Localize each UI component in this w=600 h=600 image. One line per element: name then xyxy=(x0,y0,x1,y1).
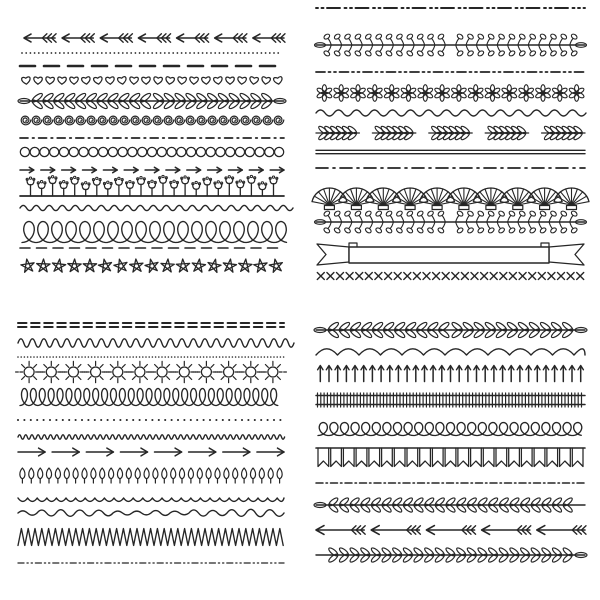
bottom-right-arrows-left-long xyxy=(316,526,586,535)
bottom-left-coil-loops xyxy=(20,389,278,406)
bottom-left-spaced-dot-line xyxy=(17,419,282,421)
bottom-left-arrows-right-long xyxy=(18,448,284,456)
top-right-scallop-shells xyxy=(312,188,589,210)
top-left-ripple-wave xyxy=(20,205,293,210)
top-right-cross-stitch xyxy=(317,273,583,280)
bottom-left-tall-zigzag xyxy=(18,529,283,546)
top-left-hearts-row xyxy=(21,76,282,84)
top-right-berry-vine xyxy=(315,33,587,57)
bottom-left-dense-ripple xyxy=(18,435,285,439)
bottom-right-pennant-banner xyxy=(316,448,585,467)
bottom-right-up-arrow-row xyxy=(318,366,584,382)
top-right-ribbon-banner xyxy=(317,243,584,265)
bottom-right-leaf-chevrons-left xyxy=(316,547,587,564)
top-left-arrows-right-short xyxy=(20,167,284,172)
top-left-arrows-left-fletched xyxy=(24,34,285,42)
top-right-wave-line xyxy=(316,110,586,116)
top-left-star-row xyxy=(20,258,284,273)
quadrant-bottom-left xyxy=(16,323,294,563)
bottom-left-fine-dotted-line xyxy=(17,356,284,358)
bottom-right-leaf-chevrons-right xyxy=(314,497,585,514)
bottom-left-gentle-wave xyxy=(18,509,284,516)
quadrant-top-left xyxy=(18,34,293,273)
top-right-daisy-row xyxy=(316,85,585,102)
top-left-laurel-vine xyxy=(18,92,286,110)
bottom-left-balloon-row xyxy=(20,468,282,483)
top-left-fine-dotted-line xyxy=(21,52,279,54)
bottom-right-railroad-track xyxy=(316,393,585,407)
quadrant-bottom-right xyxy=(314,321,587,563)
top-right-berry-vine-2 xyxy=(315,210,587,234)
quadrant-top-right xyxy=(312,8,589,280)
top-left-circle-chain xyxy=(20,147,283,156)
bottom-left-wave-row xyxy=(18,339,294,347)
bottom-left-sun-row xyxy=(16,361,287,382)
top-right-double-rule xyxy=(316,150,585,153)
top-left-spiral-row xyxy=(21,116,284,125)
bottom-right-laurel-vine xyxy=(314,321,587,339)
top-right-leaf-sprig-clusters xyxy=(316,125,585,141)
bottom-left-double-dash-row xyxy=(18,323,284,327)
bottom-right-scallop-arcs xyxy=(316,349,585,355)
top-left-loop-de-loop xyxy=(22,222,287,243)
bottom-right-loop-chain xyxy=(318,423,582,436)
bottom-left-cusp-wave xyxy=(18,498,284,501)
top-left-tulip-row xyxy=(20,175,284,196)
